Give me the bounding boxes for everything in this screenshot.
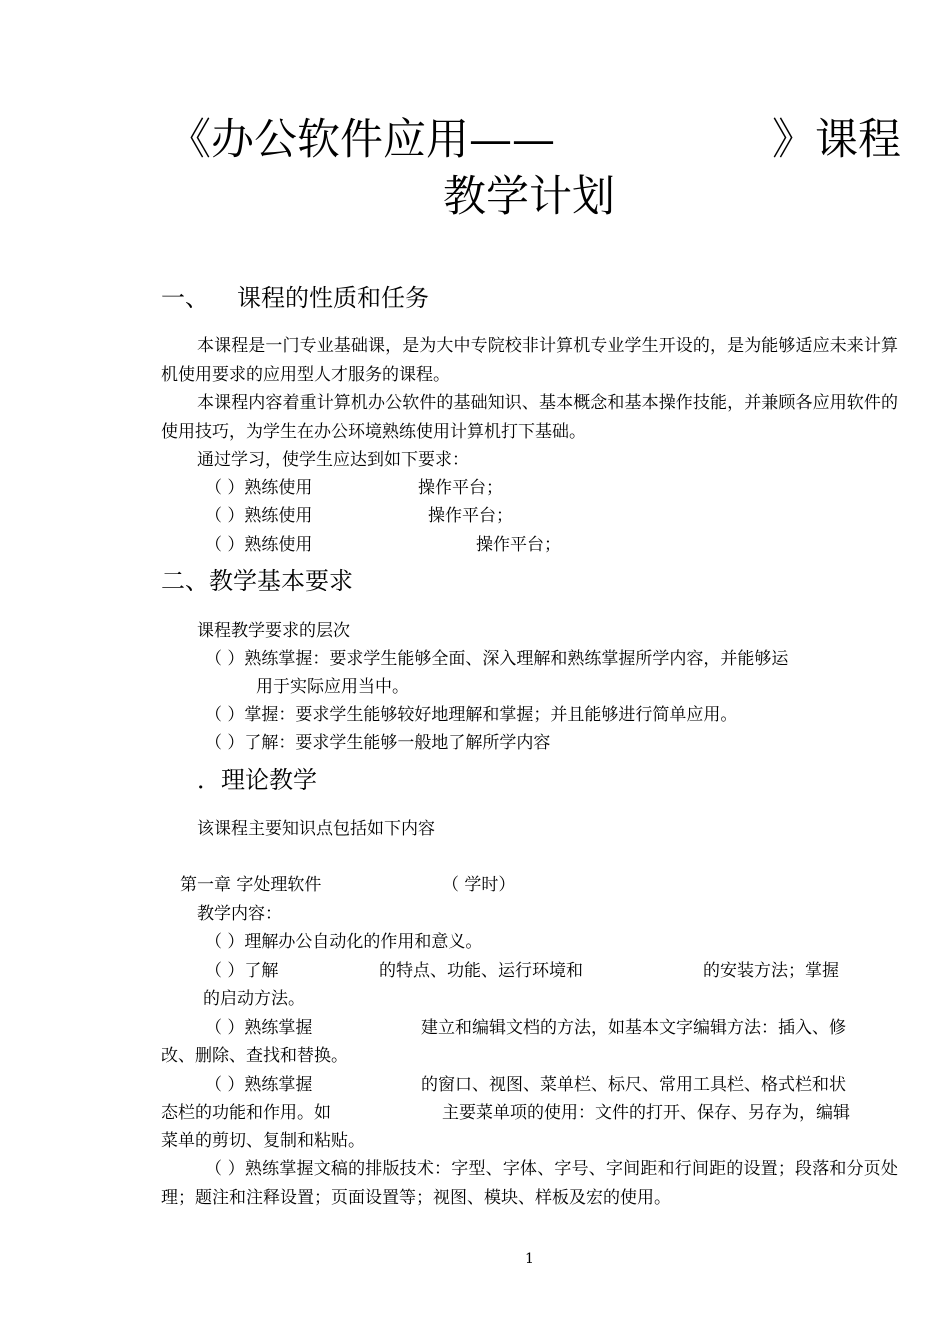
section2-intro: 课程教学要求的层次	[197, 621, 350, 641]
section1-item-3-suffix: 操作平台；	[476, 535, 561, 555]
section3-intro: 该课程主要知识点包括如下内容	[197, 819, 435, 839]
section1-item-1-prefix: （ ）熟练使用	[205, 478, 313, 498]
section1-paragraph-1: 本课程是一门专业基础课，是为大中专院校非计算机专业学生开设的，是为能够适应未来计算机使用要求的应用型人才服务的课程。	[161, 336, 898, 385]
content-item-5: （ ）熟练掌握文稿的排版技术：字型、字体、字号、字间距和行间距的设置；段落和分页处理；题注和注释设置；页面设置等；视图、模块、样板及宏的使用。	[161, 1159, 898, 1208]
content-item-4-line2-a: 态栏的功能和作用。如	[161, 1103, 331, 1123]
title-line1-right: 》课程	[772, 115, 901, 165]
section1-paragraph-2: 本课程内容着重计算机办公软件的基础知识、基本概念和基本操作技能，并兼顾各应用软件的使用技巧，为学生在办公环境熟练使用计算机打下基础。	[161, 393, 898, 442]
content-item-4-line2-b: 主要菜单项的使用：文件的打开、保存、另存为，编辑	[442, 1103, 850, 1123]
content-item-4-prefix: （ ）熟练掌握	[205, 1075, 313, 1095]
content-item-2-suffix: 的安装方法；掌握	[703, 961, 839, 981]
page-number: 1	[525, 1251, 534, 1267]
section1-item-3-prefix: （ ）熟练使用	[205, 535, 313, 555]
section2-item-1-line2: 用于实际应用当中。	[256, 677, 409, 697]
content-item-2-prefix: （ ）了解	[205, 961, 279, 981]
content-item-4-text: 的窗口、视图、菜单栏、标尺、常用工具栏、格式栏和状	[421, 1075, 846, 1095]
section2-item-1-line1: （ ）熟练掌握：要求学生能够全面、深入理解和熟练掌握所学内容，并能够运	[205, 649, 789, 669]
section1-heading-number: 一、	[161, 284, 209, 312]
content-item-3-line2: 改、删除、查找和替换。	[161, 1046, 348, 1066]
chapter-title: 第一章 字处理软件	[180, 875, 322, 895]
content-item-3-text: 建立和编辑文档的方法，如基本文字编辑方法：插入、修	[421, 1018, 846, 1038]
section2-item-3: （ ）了解：要求学生能够一般地了解所学内容	[205, 733, 551, 753]
section1-paragraph-3: 通过学习，使学生应达到如下要求：	[197, 450, 469, 470]
content-item-2-line2: 的启动方法。	[203, 989, 305, 1009]
section1-item-2-prefix: （ ）熟练使用	[205, 506, 313, 526]
chapter-hours: （ 学时）	[442, 875, 516, 895]
section1-item-2-suffix: 操作平台；	[428, 506, 513, 526]
section1-item-1-suffix: 操作平台；	[418, 478, 503, 498]
content-item-1: （ ）理解办公自动化的作用和意义。	[205, 932, 483, 952]
content-item-4-line3: 菜单的剪切、复制和粘贴。	[161, 1131, 365, 1151]
title-line2: 教学计划	[443, 172, 615, 222]
section2-item-2: （ ）掌握：要求学生能够较好地理解和掌握；并且能够进行简单应用。	[205, 705, 738, 725]
section2-heading: 二、教学基本要求	[161, 567, 353, 595]
content-item-2-middle: 的特点、功能、运行环境和	[379, 961, 583, 981]
section1-heading: 课程的性质和任务	[237, 284, 429, 312]
content-item-3-prefix: （ ）熟练掌握	[205, 1018, 313, 1038]
title-line1-left: 《办公软件应用——	[168, 115, 555, 165]
content-label: 教学内容：	[197, 904, 282, 924]
section3-heading: ．理论教学	[197, 766, 317, 794]
